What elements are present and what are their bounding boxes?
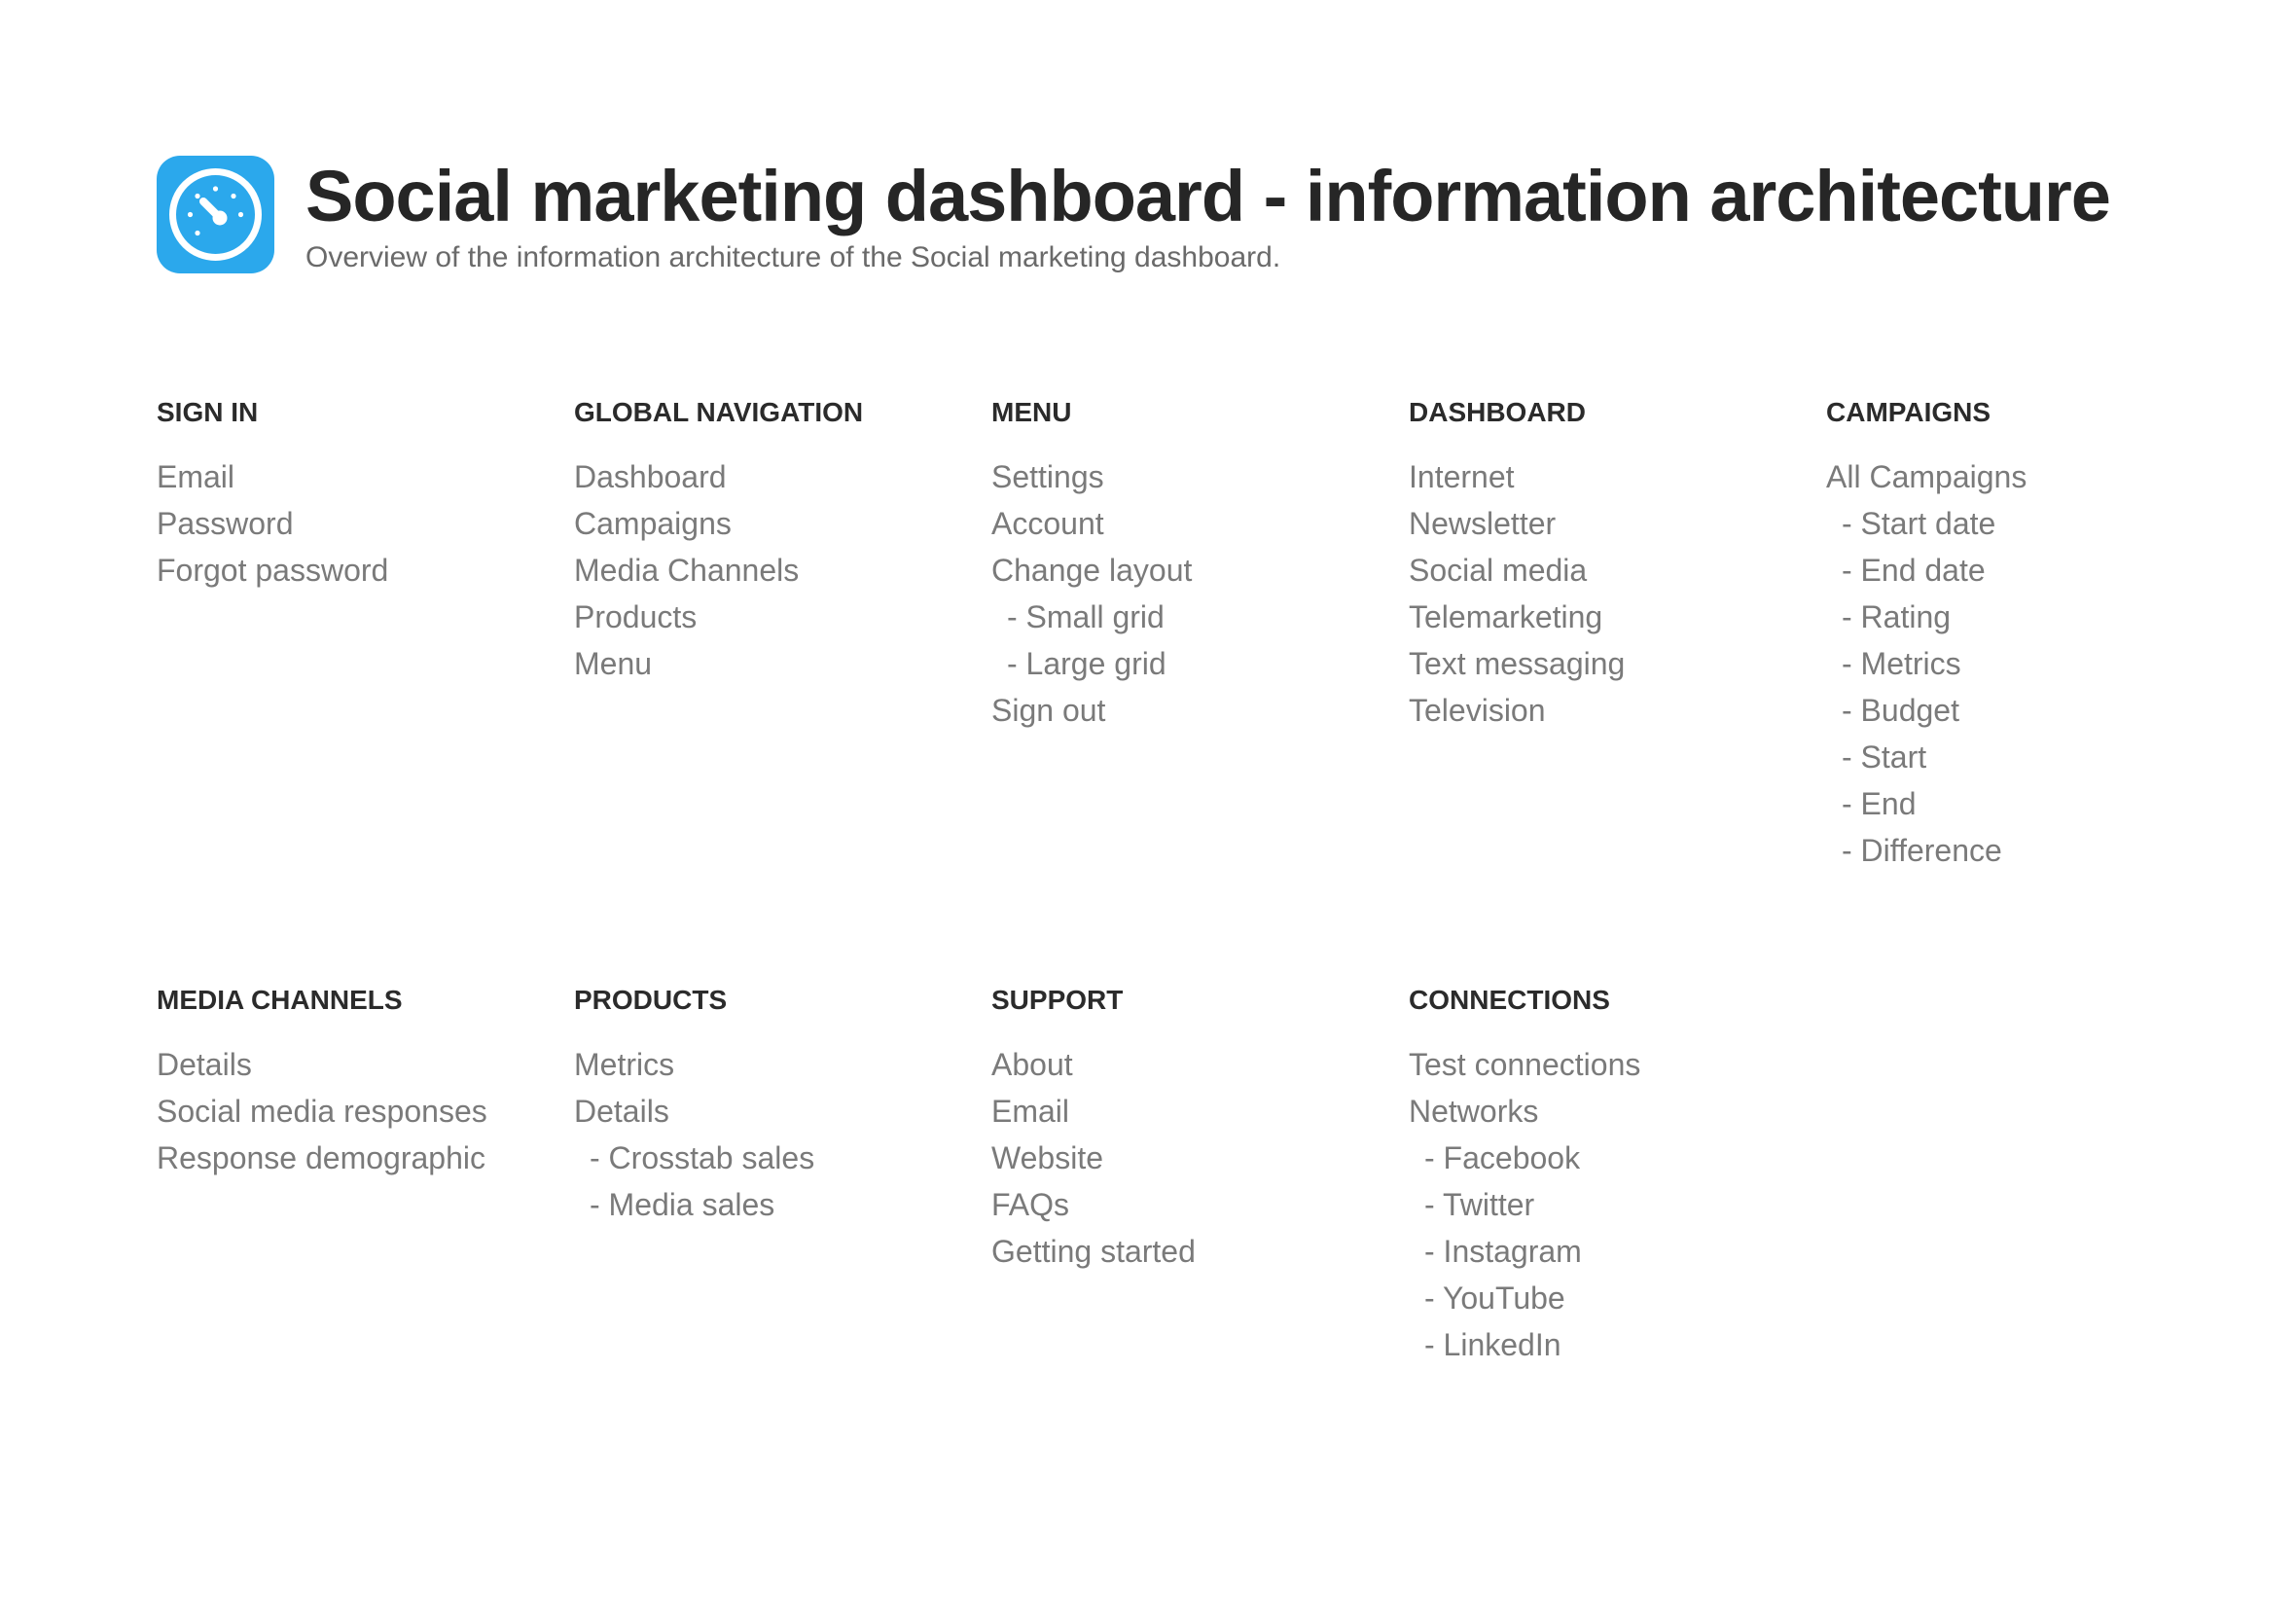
section-heading: GLOBAL NAVIGATION [574, 397, 864, 427]
section-list [991, 1041, 1400, 1275]
list-item: Password [157, 506, 294, 541]
list-item: - Start [1842, 739, 1927, 775]
section-global-navigation [574, 395, 983, 687]
section-heading: PRODUCTS [574, 985, 728, 1015]
list-item: - Instagram [1424, 1234, 1582, 1269]
list-item: Response demographic [157, 1140, 485, 1175]
section-connections [1409, 983, 1817, 1368]
list-item: - Start date [1842, 506, 1996, 541]
list-item: Campaigns [574, 506, 732, 541]
list-item: - Rating [1842, 599, 1952, 634]
list-item: - Twitter [1424, 1187, 1535, 1222]
list-item: - Small grid [1007, 599, 1165, 634]
section-heading: CAMPAIGNS [1826, 397, 1991, 427]
list-item: Menu [574, 646, 653, 681]
section-media-channels [157, 983, 565, 1181]
list-item: - Crosstab sales [590, 1140, 815, 1175]
section-heading: DASHBOARD [1409, 397, 1586, 427]
list-item: - Media sales [590, 1187, 775, 1222]
list-item: Metrics [574, 1047, 675, 1082]
list-item: Email [157, 459, 235, 494]
section-heading: SUPPORT [991, 985, 1124, 1015]
section-list [1409, 453, 1817, 734]
section-heading: MENU [991, 397, 1072, 427]
list-item: Sign out [991, 693, 1106, 728]
list-item: - End [1842, 786, 1917, 821]
section-list [1409, 1041, 1817, 1368]
section-list [157, 1041, 565, 1181]
section-list [1826, 453, 2235, 874]
list-item: Products [574, 599, 698, 634]
list-item: - Difference [1842, 833, 2002, 868]
list-item: - Facebook [1424, 1140, 1581, 1175]
list-item: Media Channels [574, 553, 800, 588]
list-item: Dashboard [574, 459, 727, 494]
page-header [157, 156, 2110, 276]
list-item: Change layout [991, 553, 1193, 588]
list-item: Social media responses [157, 1094, 487, 1129]
list-item: - YouTube [1424, 1280, 1565, 1316]
list-item: Forgot password [157, 553, 389, 588]
section-support [991, 983, 1400, 1275]
list-item: - Budget [1842, 693, 1959, 728]
section-dashboard [1409, 395, 1817, 734]
list-item: About [991, 1047, 1073, 1082]
list-item: Details [574, 1094, 669, 1129]
section-campaigns [1826, 395, 2235, 874]
section-list [157, 453, 565, 594]
section-list [574, 453, 983, 687]
section-heading: MEDIA CHANNELS [157, 985, 403, 1015]
list-item: Telemarketing [1409, 599, 1603, 634]
list-item: Getting started [991, 1234, 1196, 1269]
list-item: - Metrics [1842, 646, 1961, 681]
list-item: Website [991, 1140, 1104, 1175]
section-menu [991, 395, 1400, 734]
list-item: Test connections [1409, 1047, 1641, 1082]
list-item: Text messaging [1409, 646, 1626, 681]
list-item: FAQs [991, 1187, 1070, 1222]
list-item: - LinkedIn [1424, 1327, 1561, 1362]
list-item: Social media [1409, 553, 1588, 588]
list-item: Networks [1409, 1094, 1539, 1129]
title-block [305, 158, 2110, 276]
section-sign-in [157, 395, 565, 594]
list-item: Internet [1409, 459, 1515, 494]
list-item: Details [157, 1047, 252, 1082]
list-item: - End date [1842, 553, 1986, 588]
section-products [574, 983, 983, 1228]
list-item: Television [1409, 693, 1546, 728]
list-item: Newsletter [1409, 506, 1557, 541]
list-item: Account [991, 506, 1104, 541]
section-heading: SIGN IN [157, 397, 259, 427]
speedometer-icon [157, 156, 274, 273]
section-list [574, 1041, 983, 1228]
list-item: - Large grid [1007, 646, 1166, 681]
section-heading: CONNECTIONS [1409, 985, 1610, 1015]
list-item: Settings [991, 459, 1104, 494]
page-title: Social marketing dashboard - information architecture [305, 156, 2110, 236]
list-item: Email [991, 1094, 1070, 1129]
list-item: All Campaigns [1826, 459, 2027, 494]
section-list [991, 453, 1400, 734]
page-subtitle: Overview of the information architecture of the Social marketing dashboard. [305, 241, 1281, 273]
